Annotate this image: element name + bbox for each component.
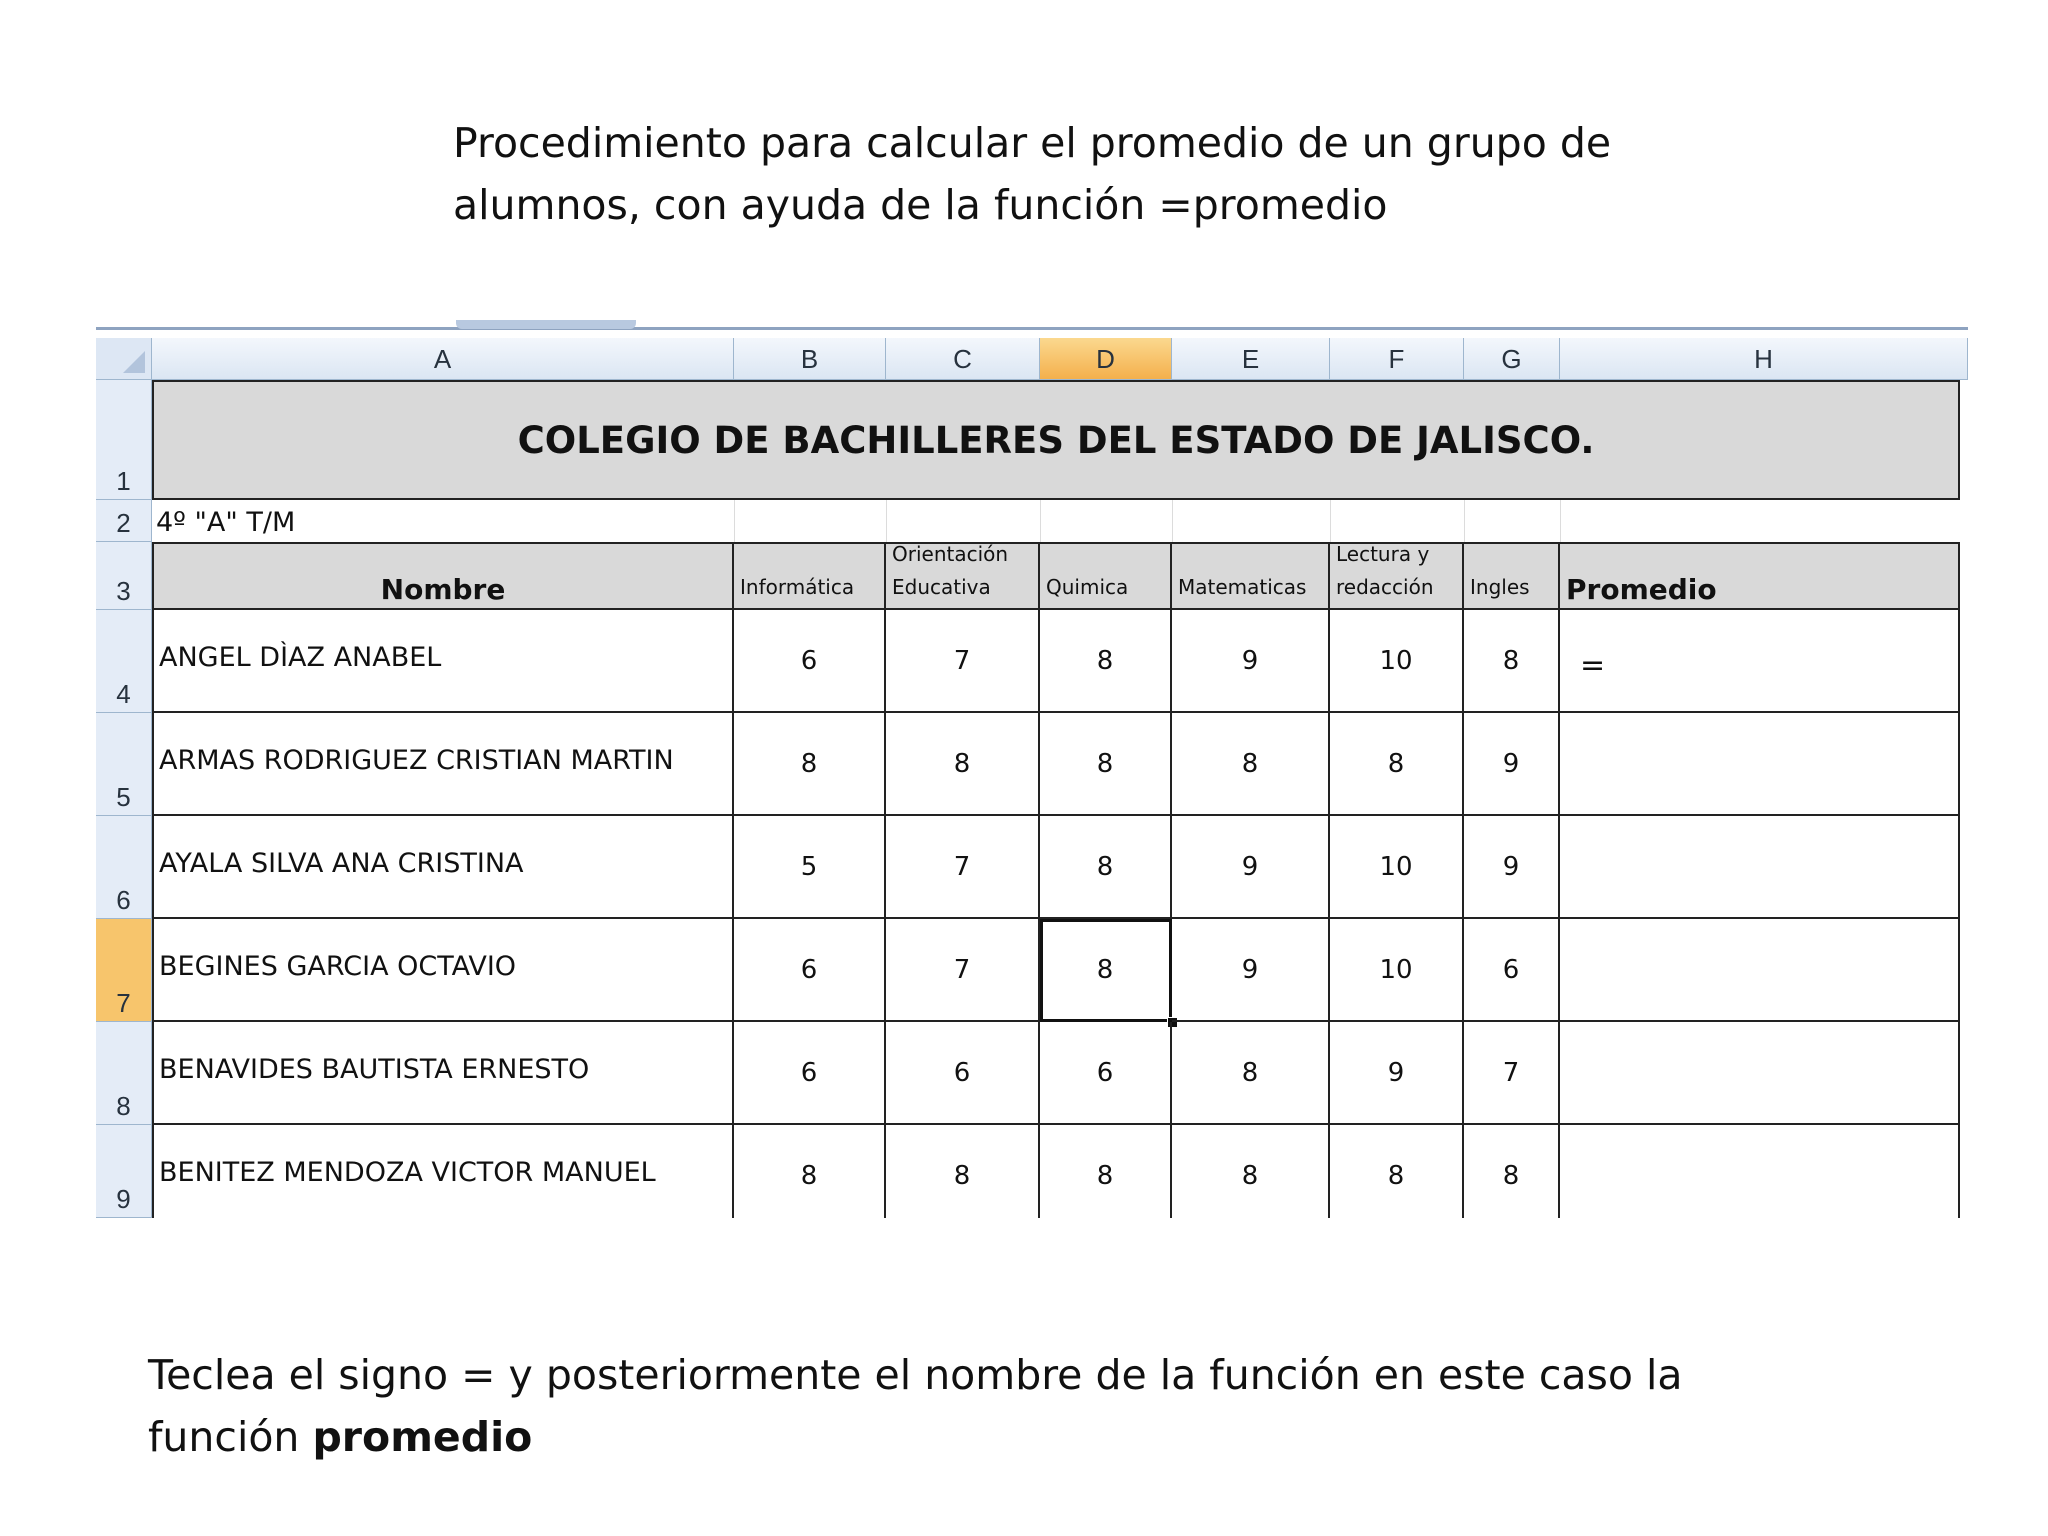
grade-ingles[interactable]: 9: [1464, 713, 1560, 816]
grade-ingles[interactable]: 8: [1464, 610, 1560, 713]
header-lectura[interactable]: [1330, 542, 1464, 610]
header-quimica[interactable]: Quimica: [1040, 542, 1172, 610]
grade-informatica[interactable]: 8: [734, 1125, 886, 1218]
gridline: [1464, 500, 1465, 542]
grade-ingles[interactable]: 8: [1464, 1125, 1560, 1218]
grade-matematicas[interactable]: 8: [1172, 1125, 1330, 1218]
column-header-f[interactable]: F: [1330, 338, 1464, 380]
gridline: [1560, 500, 1561, 542]
header-promedio[interactable]: Promedio: [1560, 542, 1960, 610]
grade-quimica[interactable]: 8: [1040, 816, 1172, 919]
row-header-9[interactable]: 9: [96, 1125, 152, 1218]
grade-lectura[interactable]: 10: [1330, 610, 1464, 713]
grade-informatica[interactable]: 6: [734, 610, 886, 713]
select-all-corner[interactable]: [96, 338, 152, 380]
caption-bold: promedio: [312, 1413, 533, 1461]
grade-orientacion[interactable]: 8: [886, 713, 1040, 816]
header-lectura-line2: redacción: [1336, 575, 1434, 599]
grade-ingles[interactable]: 7: [1464, 1022, 1560, 1125]
promedio-cell[interactable]: [1560, 816, 1960, 919]
grade-matematicas[interactable]: 9: [1172, 610, 1330, 713]
grade-lectura[interactable]: 10: [1330, 919, 1464, 1022]
column-header-g[interactable]: G: [1464, 338, 1560, 380]
ribbon-edge: [96, 327, 1968, 330]
header-informatica[interactable]: Informática: [734, 542, 886, 610]
slide-caption: [148, 1344, 1748, 1468]
column-header-e[interactable]: E: [1172, 338, 1330, 380]
grade-informatica[interactable]: 6: [734, 919, 886, 1022]
grade-quimica[interactable]: 8: [1040, 1125, 1172, 1218]
grade-orientacion[interactable]: 6: [886, 1022, 1040, 1125]
gridline: [886, 500, 887, 542]
grade-ingles[interactable]: 6: [1464, 919, 1560, 1022]
grade-lectura[interactable]: 8: [1330, 1125, 1464, 1218]
grade-lectura[interactable]: 8: [1330, 713, 1464, 816]
header-ingles[interactable]: Ingles: [1464, 542, 1560, 610]
gridline: [734, 500, 735, 542]
header-orientacion-line1: Orientación: [892, 542, 1009, 566]
spreadsheet-screenshot: [96, 320, 1968, 1218]
column-header-b[interactable]: B: [734, 338, 886, 380]
student-name[interactable]: BENAVIDES BAUTISTA ERNESTO: [152, 1022, 734, 1125]
gridline: [1040, 500, 1041, 542]
header-lectura-line1: Lectura y: [1336, 542, 1430, 566]
grade-matematicas[interactable]: 9: [1172, 816, 1330, 919]
grade-informatica[interactable]: 5: [734, 816, 886, 919]
grade-lectura[interactable]: 9: [1330, 1022, 1464, 1125]
grade-orientacion[interactable]: 8: [886, 1125, 1040, 1218]
grade-orientacion[interactable]: 7: [886, 610, 1040, 713]
promedio-cell[interactable]: [1560, 1125, 1960, 1218]
promedio-cell[interactable]: [1560, 1022, 1960, 1125]
student-name[interactable]: BEGINES GARCIA OCTAVIO: [152, 919, 734, 1022]
header-nombre[interactable]: Nombre: [152, 542, 734, 610]
gridline: [1330, 500, 1331, 542]
grade-orientacion[interactable]: 7: [886, 816, 1040, 919]
row-header-1[interactable]: 1: [96, 380, 152, 500]
header-orientacion-line2: Educativa: [892, 575, 991, 599]
promedio-cell[interactable]: [1560, 919, 1960, 1022]
caption-text: Teclea el signo = y posteriormente el nombre de la función en este caso la función: [148, 1351, 1683, 1461]
grade-matematicas[interactable]: 8: [1172, 713, 1330, 816]
gridline: [1172, 500, 1173, 542]
ribbon-tab: [456, 320, 636, 329]
promedio-cell[interactable]: =: [1560, 610, 1960, 713]
column-header-a[interactable]: A: [152, 338, 734, 380]
column-header-c[interactable]: C: [886, 338, 1040, 380]
grade-orientacion[interactable]: 7: [886, 919, 1040, 1022]
row-header-4[interactable]: 4: [96, 610, 152, 713]
student-name[interactable]: ANGEL DÌAZ ANABEL: [152, 610, 734, 713]
grade-quimica[interactable]: 8: [1040, 919, 1172, 1022]
slide-title: Procedimiento para calcular el promedio de un grupo de alumnos, con ayuda de la función =promedio: [453, 119, 1612, 229]
student-name[interactable]: ARMAS RODRIGUEZ CRISTIAN MARTIN: [152, 713, 734, 816]
row-header-8[interactable]: 8: [96, 1022, 152, 1125]
grade-ingles[interactable]: 9: [1464, 816, 1560, 919]
grade-matematicas[interactable]: 9: [1172, 919, 1330, 1022]
grade-quimica[interactable]: 8: [1040, 610, 1172, 713]
header-orientacion[interactable]: [886, 542, 1040, 610]
student-name[interactable]: AYALA SILVA ANA CRISTINA: [152, 816, 734, 919]
row-header-5[interactable]: 5: [96, 713, 152, 816]
grade-matematicas[interactable]: 8: [1172, 1022, 1330, 1125]
row-header-3[interactable]: 3: [96, 542, 152, 610]
school-title[interactable]: COLEGIO DE BACHILLERES DEL ESTADO DE JALISCO.: [152, 380, 1960, 500]
grade-informatica[interactable]: 8: [734, 713, 886, 816]
row-header-6[interactable]: 6: [96, 816, 152, 919]
promedio-cell[interactable]: [1560, 713, 1960, 816]
group-label[interactable]: 4º "A" T/M: [156, 507, 296, 538]
row-header-2[interactable]: 2: [96, 500, 152, 542]
grade-quimica[interactable]: 6: [1040, 1022, 1172, 1125]
column-header-d[interactable]: D: [1040, 338, 1172, 380]
grade-informatica[interactable]: 6: [734, 1022, 886, 1125]
row-header-7[interactable]: 7: [96, 919, 152, 1022]
student-name[interactable]: BENITEZ MENDOZA VICTOR MANUEL: [152, 1125, 734, 1218]
column-header-h[interactable]: H: [1560, 338, 1968, 380]
header-matematicas[interactable]: Matematicas: [1172, 542, 1330, 610]
grade-lectura[interactable]: 10: [1330, 816, 1464, 919]
grade-quimica[interactable]: 8: [1040, 713, 1172, 816]
